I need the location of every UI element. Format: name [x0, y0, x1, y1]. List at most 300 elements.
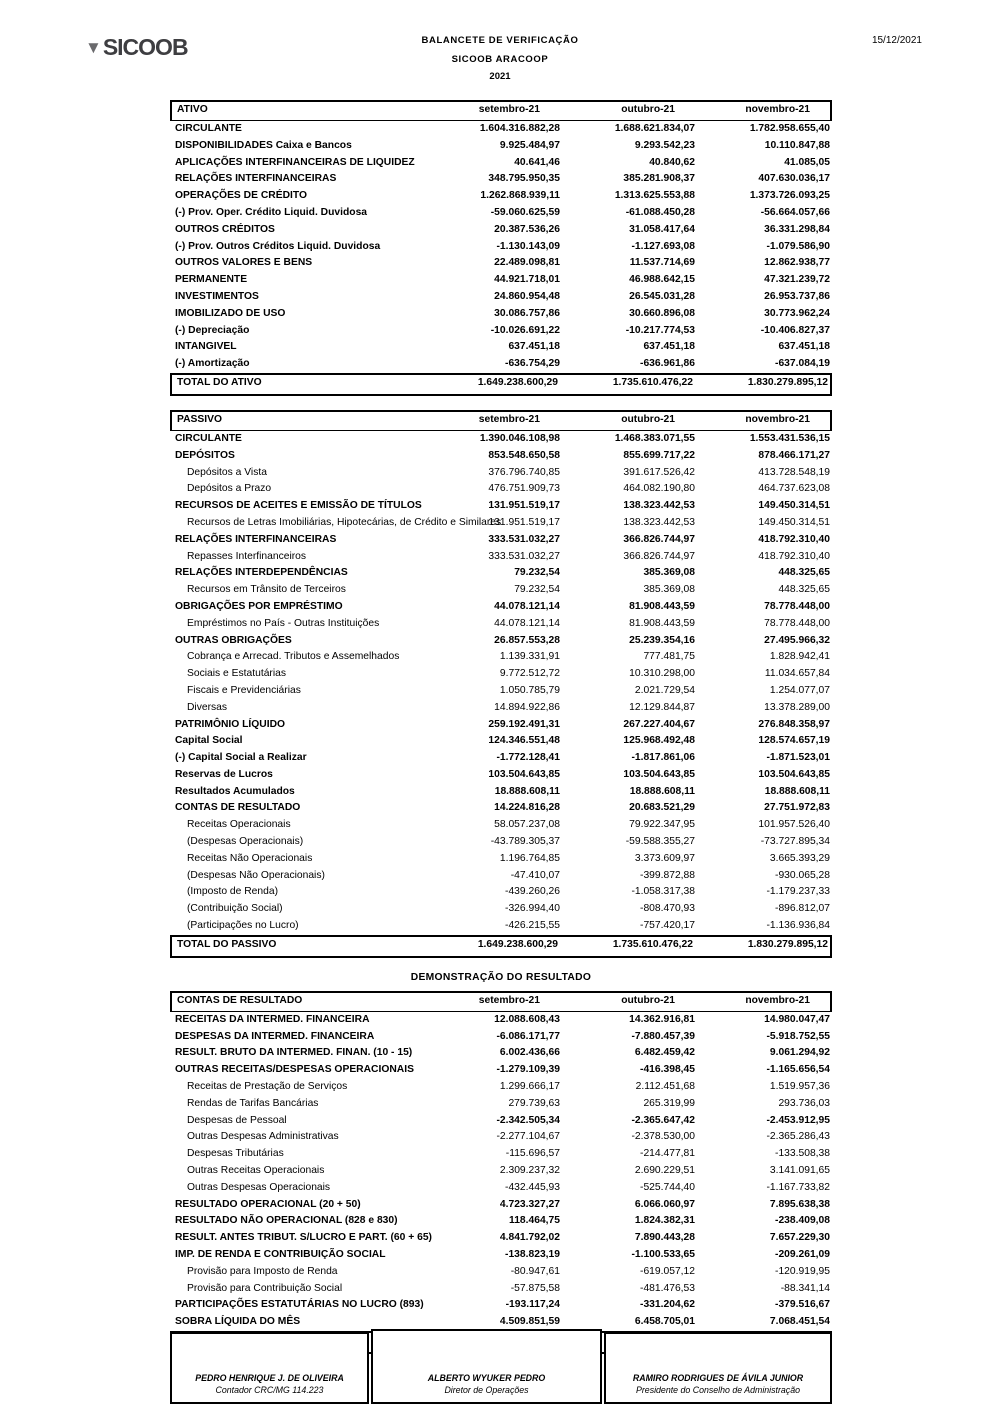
row-value: 276.848.358,97 — [758, 718, 830, 730]
row-label: RESULT. BRUTO DA INTERMED. FINAN. (10 - 15) — [175, 1047, 413, 1059]
row-label: INTANGIVEL — [175, 341, 237, 353]
row-value: 30.086.757,86 — [494, 307, 560, 319]
table-row — [170, 683, 832, 700]
row-value: -115.696,57 — [505, 1148, 560, 1160]
table-row — [170, 1062, 832, 1079]
row-value: -61.088.450,28 — [625, 206, 695, 218]
row-value: 12.862.938,77 — [764, 257, 830, 269]
table-row — [170, 1180, 832, 1197]
row-value: -1.079.586,90 — [766, 240, 830, 252]
row-value: 1.830.279.895,12 — [747, 376, 828, 388]
row-value: 138.323.442,53 — [623, 516, 695, 528]
signature-name: ALBERTO WYUKER PEDRO — [427, 1373, 546, 1384]
dre-table-header — [170, 991, 832, 1012]
row-label: Provisão para Contribuição Social — [187, 1282, 343, 1294]
ativo-table-body — [170, 121, 832, 373]
row-value: 27.751.972,83 — [764, 802, 830, 814]
row-value: 2.112.451,68 — [635, 1081, 695, 1093]
row-value: 464.737.623,08 — [758, 483, 830, 495]
row-value: 376.796.740,85 — [488, 466, 560, 478]
row-value: -2.378.530,00 — [631, 1131, 695, 1143]
row-label: OPERAÇÕES DE CRÉDITO — [175, 190, 307, 202]
row-label: RELAÇÕES INTERDEPENDÊNCIAS — [175, 567, 348, 579]
row-value: 1.830.279.895,12 — [747, 938, 828, 950]
row-value: 348.795.950,35 — [488, 173, 560, 185]
row-label: RECURSOS DE ACEITES E EMISSÃO DE TÍTULOS — [175, 500, 422, 512]
row-value: 1.390.046.108,98 — [479, 432, 560, 444]
row-value: 11.034.657,84 — [764, 668, 830, 680]
row-value: -2.453.912,95 — [766, 1114, 830, 1126]
document-date: 15/12/2021 — [871, 35, 922, 46]
row-label: Despesas Tributárias — [187, 1148, 284, 1160]
row-label: (Contribuição Social) — [187, 903, 283, 915]
row-value: -416.398,45 — [640, 1064, 695, 1076]
row-label: Outras Despesas Administrativas — [187, 1131, 339, 1143]
signature-title: Presidente do Conselho de Administração — [636, 1384, 800, 1395]
row-value: 6.458.705,01 — [634, 1316, 695, 1328]
row-label: Repasses Interfinanceiros — [187, 550, 307, 562]
signature-box-contador — [170, 1332, 369, 1404]
passivo-table-header — [170, 410, 832, 431]
row-value: -73.727.895,34 — [760, 836, 830, 848]
row-value: -432.445,93 — [505, 1181, 560, 1193]
row-value: 20.683.521,29 — [629, 802, 695, 814]
row-value: -2.365.647,42 — [631, 1114, 695, 1126]
table-row — [170, 188, 832, 205]
table-row — [170, 1247, 832, 1264]
row-value: 36.331.298,84 — [764, 223, 830, 235]
table-row — [170, 255, 832, 272]
table-row — [170, 515, 832, 532]
table-row — [170, 1297, 832, 1314]
table-row — [170, 1264, 832, 1281]
table-row — [170, 1163, 832, 1180]
row-value: 14.980.047,47 — [764, 1013, 830, 1025]
table-row — [170, 481, 832, 498]
row-value: -1.279.109,39 — [496, 1064, 560, 1076]
row-value: 103.504.643,85 — [758, 768, 830, 780]
table-row — [170, 339, 832, 356]
row-value: -238.409,08 — [775, 1215, 830, 1227]
table-row — [170, 306, 832, 323]
row-value: 125.968.492,48 — [623, 735, 695, 747]
table-row — [170, 918, 832, 935]
row-value: 4.723.327,27 — [499, 1198, 560, 1210]
row-value: -59.060.625,59 — [490, 206, 560, 218]
row-label: IMOBILIZADO DE USO — [175, 307, 286, 319]
row-value: -1.127.693,08 — [631, 240, 695, 252]
row-label: (-) Capital Social a Realizar — [175, 752, 307, 764]
table-row — [170, 784, 832, 801]
row-value: 18.888.608,11 — [494, 785, 560, 797]
column-header: outubro-21 — [621, 413, 675, 425]
row-value: -379.516,67 — [775, 1299, 830, 1311]
row-value: 637.451,18 — [643, 341, 695, 353]
column-header: novembro-21 — [745, 104, 810, 115]
row-value: 44.921.718,01 — [494, 274, 560, 286]
table-row — [170, 171, 832, 188]
row-value: 9.061.294,92 — [769, 1047, 830, 1059]
ativo-table-header — [170, 100, 832, 121]
row-value: 2.690.229,51 — [634, 1165, 695, 1177]
row-value: -331.204,62 — [640, 1299, 695, 1311]
row-value: 128.574.657,19 — [758, 735, 830, 747]
row-value: -214.477,81 — [640, 1148, 695, 1160]
table-row — [170, 901, 832, 918]
column-header: outubro-21 — [621, 994, 675, 1006]
row-value: 101.957.526,40 — [758, 819, 830, 831]
row-value: 10.310.298,00 — [629, 668, 695, 680]
row-label: Empréstimos no País - Outras Instituições — [187, 617, 380, 629]
row-value: 103.504.643,85 — [488, 768, 560, 780]
row-value: 13.378.289,00 — [764, 701, 830, 713]
row-value: 265.319,99 — [643, 1097, 695, 1109]
table-row — [170, 851, 832, 868]
row-value: 1.735.610.476,22 — [612, 376, 693, 388]
row-value: 1.649.238.600,29 — [477, 376, 558, 388]
signature-title: Diretor de Operações — [444, 1384, 529, 1395]
row-value: 1.468.383.071,55 — [614, 432, 695, 444]
column-header: novembro-21 — [745, 413, 810, 425]
table-row — [170, 868, 832, 885]
row-value: 40.840,62 — [649, 156, 695, 168]
row-value: 1.139.331,91 — [499, 651, 560, 663]
row-value: -757.420,17 — [640, 920, 695, 932]
row-value: -133.508,38 — [775, 1148, 830, 1160]
table-row — [170, 1230, 832, 1247]
row-value: -426.215,55 — [505, 920, 560, 932]
row-value: 131.951.519,17 — [488, 516, 560, 528]
row-label: OUTRAS OBRIGAÇÕES — [175, 634, 292, 646]
table-row — [170, 700, 832, 717]
row-value: 777.481,75 — [643, 651, 695, 663]
row-value: 46.988.642,15 — [629, 274, 695, 286]
row-value: -43.789.305,37 — [490, 836, 560, 848]
row-value: 26.953.737,86 — [764, 290, 830, 302]
row-label: PERMANENTE — [175, 274, 248, 286]
row-label: Receitas Não Operacionais — [187, 852, 313, 864]
row-value: 1.313.625.553,88 — [614, 190, 695, 202]
row-value: -1.130.143,09 — [496, 240, 560, 252]
column-header: setembro-21 — [478, 994, 540, 1006]
row-label: Fiscais e Previdenciárias — [187, 684, 301, 696]
document-header — [0, 0, 1000, 100]
table-row — [170, 323, 832, 340]
table-row — [170, 582, 832, 599]
table-row — [170, 599, 832, 616]
table-row — [170, 1096, 832, 1113]
row-value: -7.880.457,39 — [631, 1030, 695, 1042]
row-value: 855.699.717,22 — [623, 449, 695, 461]
table-row — [170, 565, 832, 582]
row-value: -1.100.533,65 — [631, 1249, 695, 1261]
row-value: -439.260,26 — [505, 886, 560, 898]
row-value: 1.196.764,85 — [499, 852, 560, 864]
row-label: RELAÇÕES INTERFINANCEIRAS — [175, 173, 337, 185]
table-row — [170, 1029, 832, 1046]
row-value: 131.951.519,17 — [488, 500, 560, 512]
row-label: TOTAL DO ATIVO — [177, 376, 262, 388]
table-row — [170, 1012, 832, 1029]
row-value: 41.085,05 — [784, 156, 830, 168]
ativo-header-label: ATIVO — [177, 104, 208, 115]
signature-box-presidente — [604, 1332, 832, 1404]
table-row — [170, 289, 832, 306]
row-value: 78.778.448,00 — [764, 617, 830, 629]
row-value: -2.342.505,34 — [496, 1114, 560, 1126]
table-row — [170, 616, 832, 633]
row-value: 149.450.314,51 — [758, 516, 830, 528]
row-label: INVESTIMENTOS — [175, 290, 259, 302]
table-row — [170, 884, 832, 901]
row-value: 20.387.536,26 — [494, 223, 560, 235]
row-value: -1.167.733,82 — [766, 1181, 830, 1193]
row-label: Despesas de Pessoal — [187, 1114, 287, 1126]
dre-table-body — [170, 1012, 832, 1331]
row-value: 9.772.512,72 — [499, 668, 560, 680]
table-row — [170, 666, 832, 683]
table-row — [170, 272, 832, 289]
row-value: -120.919,95 — [775, 1265, 830, 1277]
row-value: -6.086.171,77 — [496, 1030, 560, 1042]
row-value: 58.057.237,08 — [494, 819, 560, 831]
row-value: 279.739,63 — [508, 1097, 560, 1109]
title-block — [0, 36, 1000, 82]
row-value: -930.065,28 — [775, 869, 830, 881]
row-value: 30.660.896,08 — [629, 307, 695, 319]
row-value: 1.688.621.834,07 — [614, 123, 695, 134]
table-row — [170, 448, 832, 465]
row-value: 18.888.608,11 — [629, 785, 695, 797]
row-value: -1.871.523,01 — [766, 752, 830, 764]
row-value: 40.641,46 — [514, 156, 560, 168]
row-value: 2.021.729,54 — [634, 684, 695, 696]
table-row — [170, 205, 832, 222]
table-row — [170, 431, 832, 448]
signature-name: PEDRO HENRIQUE J. DE OLIVEIRA — [195, 1373, 344, 1384]
sicoob-logo-text: SICOOB — [102, 34, 188, 60]
row-value: 366.826.744,97 — [623, 550, 695, 562]
row-label: RESULTADO NÃO OPERACIONAL (828 e 830) — [175, 1215, 398, 1227]
row-value: -619.057,12 — [640, 1265, 695, 1277]
row-value: 476.751.909,73 — [488, 483, 560, 495]
row-label: DISPONIBILIDADES Caixa e Bancos — [175, 139, 352, 151]
row-value: 1.519.957,36 — [769, 1081, 830, 1093]
row-value: 44.078.121,14 — [494, 617, 560, 629]
ativo-table — [170, 100, 832, 396]
row-value: -2.365.286,43 — [766, 1131, 830, 1143]
ativo-total-row — [170, 373, 832, 396]
signature-box-diretor — [371, 1329, 602, 1404]
table-row — [170, 800, 832, 817]
column-header: setembro-21 — [478, 413, 540, 425]
row-value: 418.792.310,40 — [758, 533, 830, 545]
row-value: 267.227.404,67 — [623, 718, 695, 730]
row-value: 30.773.962,24 — [764, 307, 830, 319]
row-value: 44.078.121,14 — [494, 600, 560, 612]
row-value: 124.346.551,48 — [488, 735, 560, 747]
row-label: PARTICIPAÇÕES ESTATUTÁRIAS NO LUCRO (893) — [175, 1299, 424, 1311]
row-label: RECEITAS DA INTERMED. FINANCEIRA — [175, 1013, 370, 1025]
signature-name: RAMIRO RODRIGUES DE ÁVILA JUNIOR — [632, 1373, 804, 1384]
row-value: -10.406.827,37 — [760, 324, 830, 336]
dre-table — [170, 991, 832, 1354]
row-value: 149.450.314,51 — [758, 500, 830, 512]
row-value: 78.778.448,00 — [764, 600, 830, 612]
row-value: -326.994,40 — [505, 903, 560, 915]
table-row — [170, 155, 832, 172]
row-value: 1.373.726.093,25 — [749, 190, 830, 202]
row-value: 1.262.868.939,11 — [480, 190, 560, 202]
document-year: 2021 — [489, 71, 511, 82]
table-row — [170, 498, 832, 515]
row-value: 4.509.851,59 — [499, 1316, 560, 1328]
row-value: 7.657.229,30 — [769, 1232, 830, 1244]
passivo-total-row — [170, 935, 832, 958]
row-value: 81.908.443,59 — [629, 617, 695, 629]
row-value: -2.277.104,67 — [496, 1131, 560, 1143]
table-row — [170, 834, 832, 851]
row-value: 464.082.190,80 — [623, 483, 695, 495]
row-value: -5.918.752,55 — [766, 1030, 830, 1042]
row-value: 27.495.966,32 — [764, 634, 830, 646]
row-label: Recursos em Trânsito de Terceiros — [187, 584, 346, 596]
row-label: Sociais e Estatutárias — [187, 668, 287, 680]
row-value: 26.545.031,28 — [629, 290, 695, 302]
row-value: 448.325,65 — [778, 567, 830, 579]
passivo-header-label: PASSIVO — [177, 413, 223, 425]
dre-header-label: CONTAS DE RESULTADO — [177, 994, 303, 1006]
row-value: 3.373.609,97 — [634, 852, 695, 864]
row-value: 9.293.542,23 — [634, 139, 695, 151]
row-value: 333.531.032,27 — [488, 533, 560, 545]
column-header: setembro-21 — [478, 104, 540, 115]
row-label: OUTRAS RECEITAS/DESPESAS OPERACIONAIS — [175, 1064, 414, 1076]
row-value: 1.735.610.476,22 — [612, 938, 693, 950]
row-label: OBRIGAÇÕES POR EMPRÉSTIMO — [175, 600, 343, 612]
row-value: 418.792.310,40 — [758, 550, 830, 562]
row-value: 407.630.036,17 — [758, 173, 830, 185]
row-label: PATRIMÔNIO LÍQUIDO — [175, 718, 286, 730]
row-label: IMP. DE RENDA E CONTRIBUIÇÃO SOCIAL — [175, 1249, 386, 1261]
row-label: Capital Social — [175, 735, 243, 747]
table-row — [170, 239, 832, 256]
table-row — [170, 465, 832, 482]
row-value: 9.925.484,97 — [499, 139, 560, 151]
document-title: BALANCETE DE VERIFICAÇÃO — [421, 35, 579, 46]
row-label: OUTROS VALORES E BENS — [175, 257, 313, 269]
row-value: 259.192.491,31 — [488, 718, 560, 730]
row-value: 6.002.436,66 — [499, 1047, 560, 1059]
table-row — [170, 1079, 832, 1096]
row-label: Receitas Operacionais — [187, 819, 291, 831]
row-value: -88.341,14 — [780, 1282, 830, 1294]
row-value: 1.604.316.882,28 — [479, 123, 560, 134]
row-label: Provisão para Imposto de Renda — [187, 1265, 338, 1277]
table-row — [170, 1045, 832, 1062]
row-label: CONTAS DE RESULTADO — [175, 802, 301, 814]
row-label: (-) Amortização — [175, 358, 250, 370]
row-value: 333.531.032,27 — [488, 550, 560, 562]
document-subtitle: SICOOB ARACOOP — [451, 53, 549, 65]
row-value: 293.736,03 — [778, 1097, 830, 1109]
row-value: 7.895.638,38 — [769, 1198, 830, 1210]
passivo-table-body — [170, 431, 832, 935]
row-value: 3.665.393,29 — [769, 852, 830, 864]
row-value: 26.857.553,28 — [494, 634, 560, 646]
row-value: 385.369,08 — [643, 567, 695, 579]
row-value: -1.772.128,41 — [496, 752, 560, 764]
row-value: -56.664.057,66 — [760, 206, 830, 218]
row-label: (-) Depreciação — [175, 324, 250, 336]
row-label: RELAÇÕES INTERFINANCEIRAS — [175, 533, 337, 545]
row-label: DEPÓSITOS — [175, 449, 235, 461]
row-label: Resultados Acumulados — [175, 785, 295, 797]
table-row — [170, 633, 832, 650]
row-value: 22.489.098,81 — [494, 257, 560, 269]
table-row — [170, 750, 832, 767]
row-label: DESPESAS DA INTERMED. FINANCEIRA — [175, 1030, 375, 1042]
row-label: OUTROS CRÉDITOS — [175, 223, 275, 235]
row-value: -10.217.774,53 — [625, 324, 695, 336]
row-value: 385.281.908,37 — [623, 173, 695, 185]
row-value: 1.553.431.536,15 — [749, 432, 830, 444]
row-value: 7.890.443,28 — [634, 1232, 695, 1244]
table-row — [170, 1113, 832, 1130]
row-value: 11.537.714,69 — [629, 257, 695, 269]
signature-title: Contador CRC/MG 114.223 — [215, 1384, 324, 1395]
row-label: Recursos de Letras Imobiliárias, Hipotecárias, de Crédito e Similares — [187, 516, 502, 528]
table-row — [170, 1281, 832, 1298]
row-value: 448.325,65 — [778, 584, 830, 596]
row-value: 103.504.643,85 — [623, 768, 695, 780]
table-row — [170, 549, 832, 566]
row-label: CIRCULANTE — [175, 432, 242, 444]
signatures-row — [170, 1329, 832, 1404]
column-header: outubro-21 — [621, 104, 675, 115]
row-label: Reservas de Lucros — [175, 768, 273, 780]
row-value: 878.466.171,27 — [758, 449, 830, 461]
row-value: 79.922.347,95 — [629, 819, 695, 831]
row-value: 14.224.816,28 — [494, 802, 560, 814]
row-value: -57.875,58 — [510, 1282, 560, 1294]
row-label: Depósitos a Vista — [187, 466, 267, 478]
row-label: CIRCULANTE — [175, 123, 242, 134]
row-value: -193.117,24 — [505, 1299, 560, 1311]
row-value: 14.894.922,86 — [494, 701, 560, 713]
row-value: -636.754,29 — [505, 358, 560, 370]
row-value: 24.860.954,48 — [494, 290, 560, 302]
row-value: -47.410,07 — [510, 869, 560, 881]
row-value: 79.232,54 — [514, 584, 560, 596]
row-label: Outras Despesas Operacionais — [187, 1181, 331, 1193]
row-label: Rendas de Tarifas Bancárias — [187, 1097, 319, 1109]
row-value: 637.451,18 — [778, 341, 830, 353]
table-row — [170, 1197, 832, 1214]
row-value: 118.464,75 — [509, 1215, 560, 1227]
row-value: 413.728.548,19 — [758, 466, 830, 478]
row-label: RESULT. ANTES TRIBUT. S/LUCRO E PART. (60 + 65) — [175, 1232, 432, 1244]
row-label: Cobrança e Arrecad. Tributos e Assemelhados — [187, 651, 400, 663]
table-row — [170, 649, 832, 666]
row-value: 637.451,18 — [508, 341, 560, 353]
row-value: -399.872,88 — [640, 869, 695, 881]
row-value: 3.141.091,65 — [769, 1165, 830, 1177]
row-label: (Despesas Operacionais) — [187, 836, 304, 848]
row-label: Diversas — [187, 701, 228, 713]
row-value: -59.588.355,27 — [625, 836, 695, 848]
row-value: 1.649.238.600,29 — [477, 938, 558, 950]
